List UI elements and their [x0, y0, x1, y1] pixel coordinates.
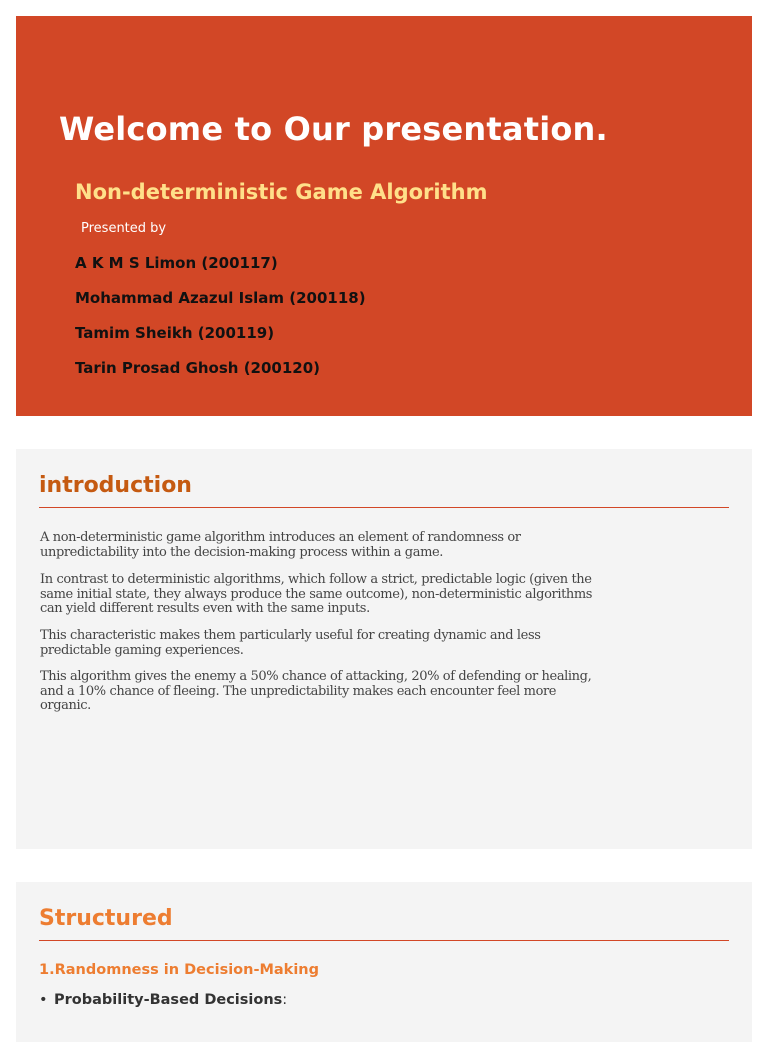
presentation-title: Welcome to Our presentation. [59, 110, 608, 148]
intro-paragraph: A non-deterministic game algorithm introduces an element of randomness or unpredictability into the decision-making process within a game. [40, 530, 521, 560]
bullet-label: Probability-Based Decisions [54, 992, 283, 1008]
intro-paragraph: In contrast to deterministic algorithms, which follow a strict, predictable logic (given the same initial state, they always produce the same outcome), non-deterministic algorithms can yield different results even with the same inputs. [40, 572, 593, 616]
introduction-slide [16, 449, 752, 849]
randomness-subheading: 1.Randomness in Decision-Making [39, 962, 319, 978]
structured-slide [16, 882, 752, 1042]
presenter-name: Tamim Sheikh (200119) [75, 324, 275, 342]
introduction-heading: introduction [39, 473, 192, 498]
title-slide [16, 16, 752, 416]
presented-by-label: Presented by [81, 221, 167, 236]
intro-paragraph: This characteristic makes them particularly useful for creating dynamic and less predictable gaming experiences. [40, 628, 541, 658]
structured-heading: Structured [39, 906, 173, 931]
presenter-name: A K M S Limon (200117) [75, 254, 278, 272]
heading-divider [39, 940, 729, 941]
bullet-suffix: : [282, 992, 288, 1008]
heading-divider [39, 507, 729, 508]
presentation-subtitle: Non-deterministic Game Algorithm [75, 180, 488, 204]
presenter-name: Mohammad Azazul Islam (200118) [75, 289, 366, 307]
bullet-icon: • [39, 992, 48, 1008]
bullet-item [39, 992, 287, 1008]
intro-paragraph: This algorithm gives the enemy a 50% chance of attacking, 20% of defending or healing, and a 10% chance of fleeing. The unpredictability makes each encounter feel more organic. [40, 669, 592, 713]
presenter-name: Tarin Prosad Ghosh (200120) [75, 359, 321, 377]
